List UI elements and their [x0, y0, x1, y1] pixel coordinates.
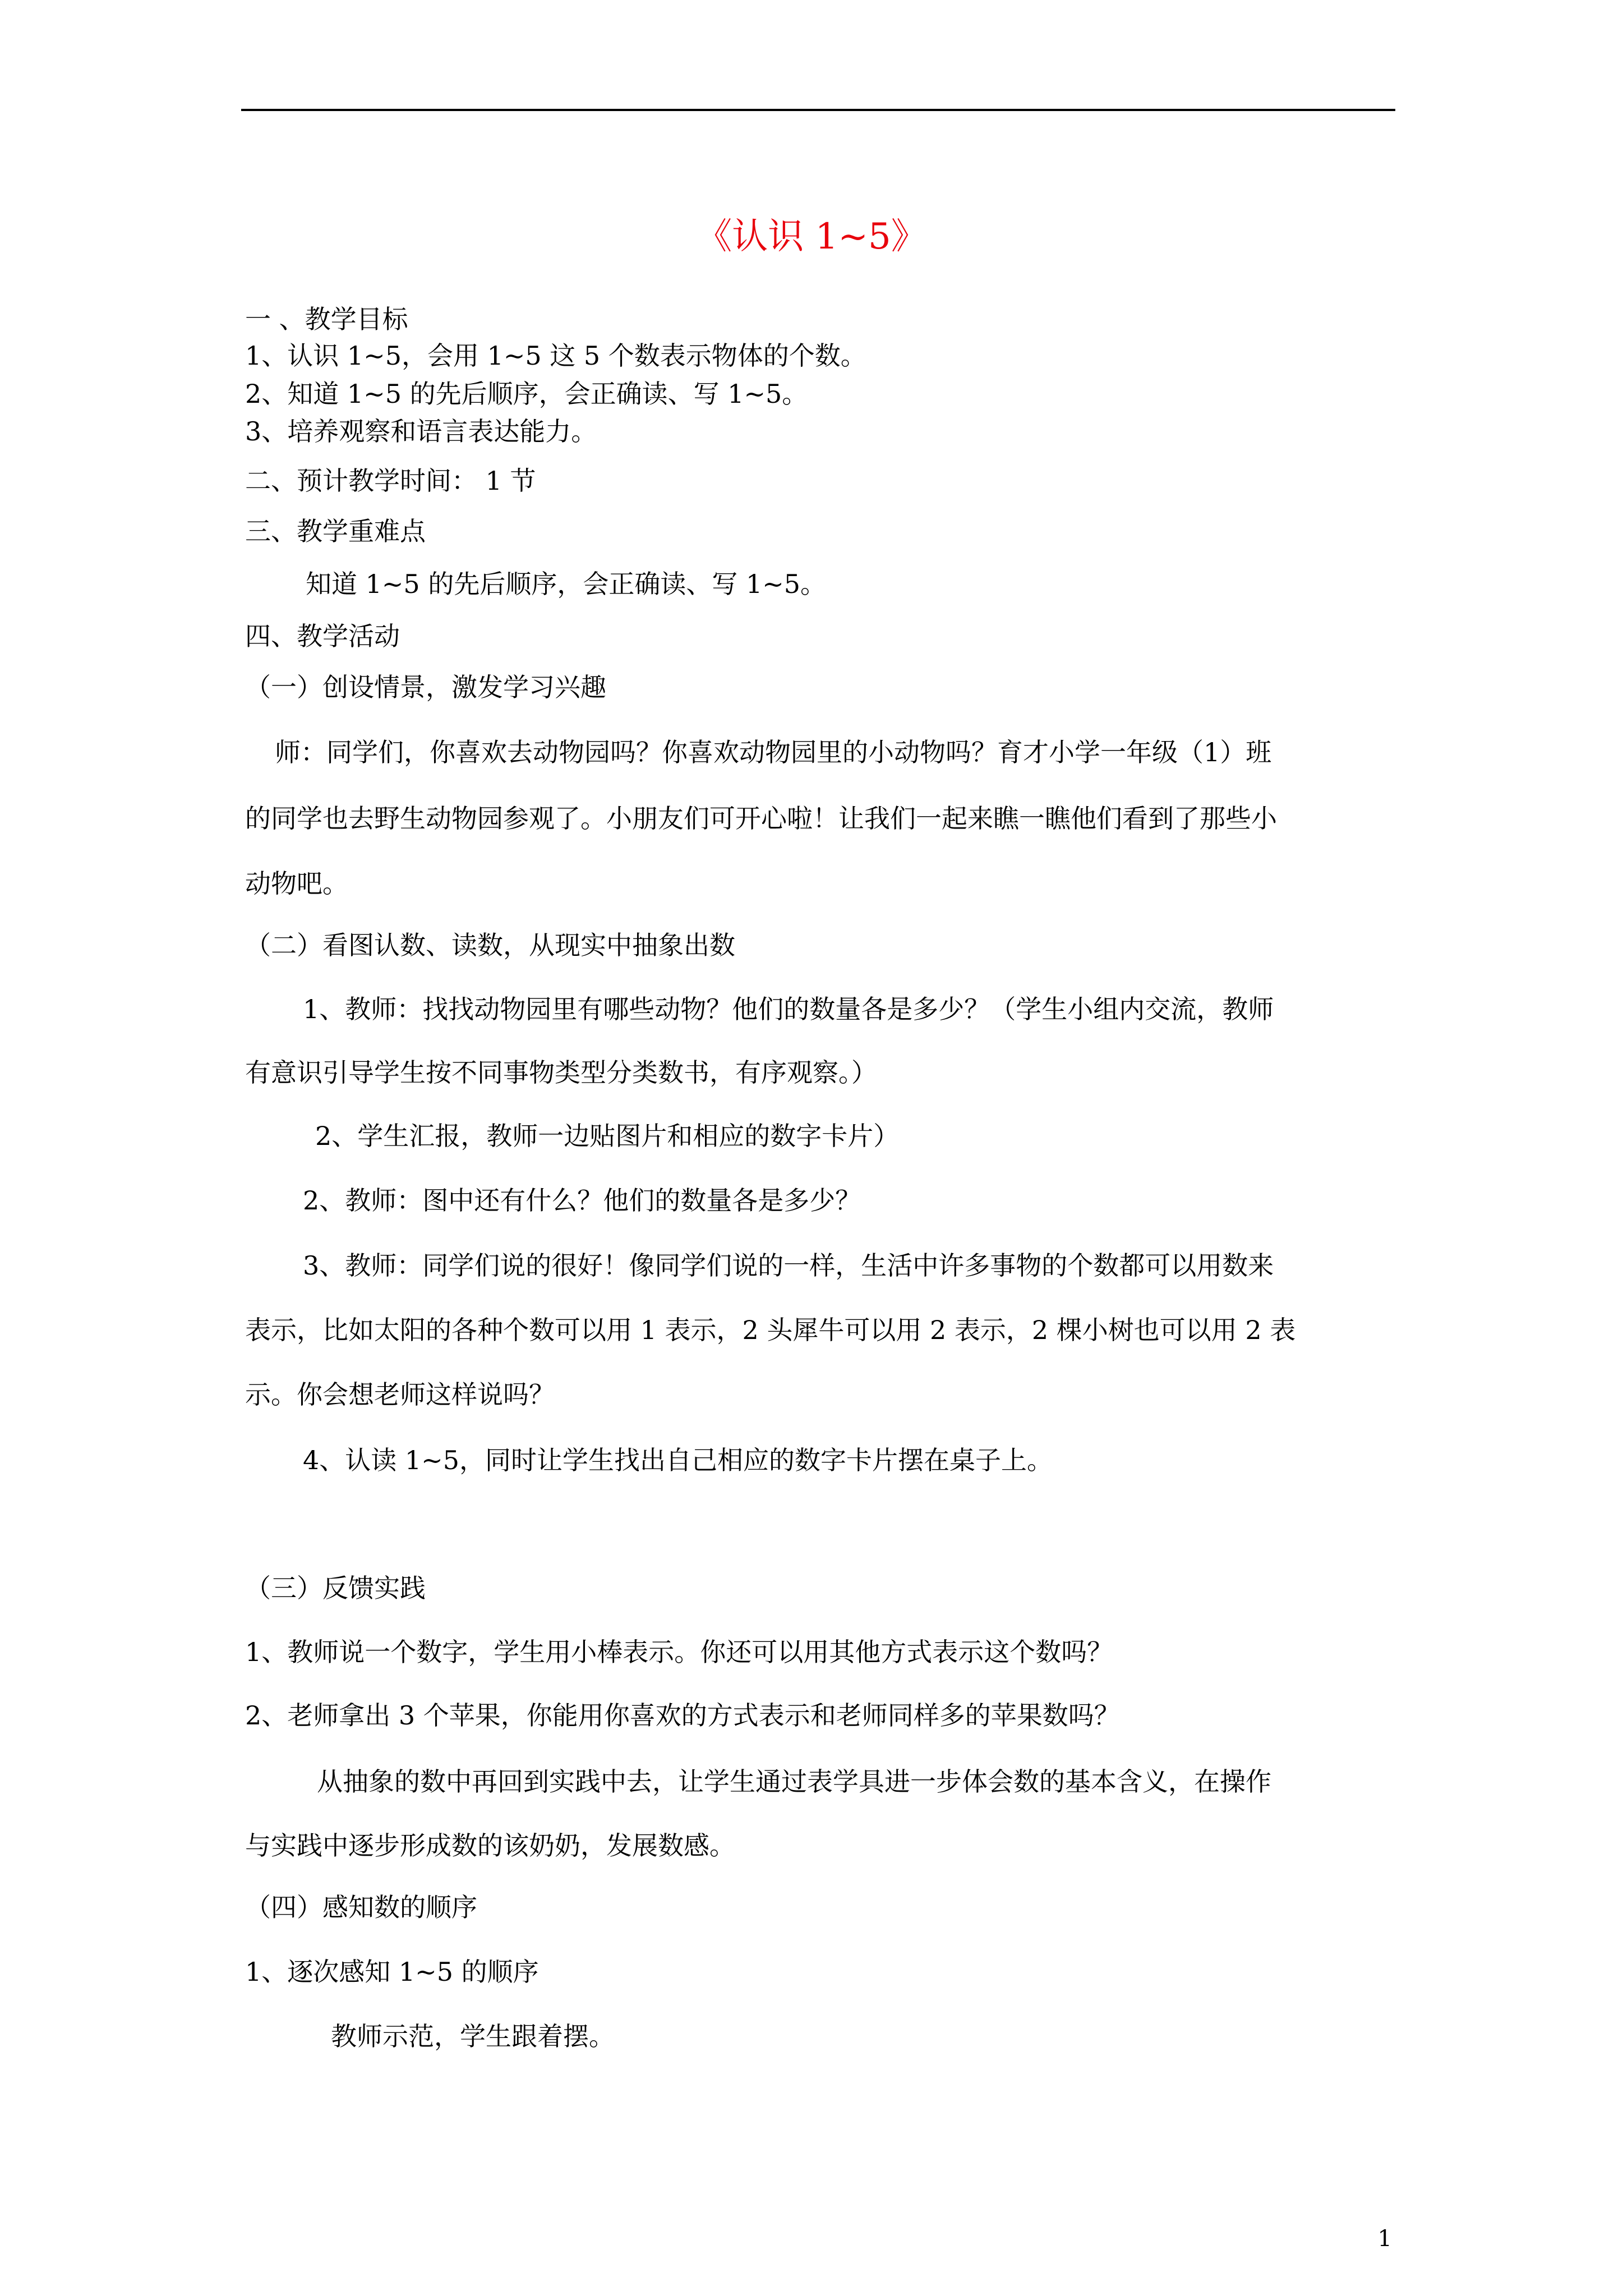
- document-title: 《认识 1~5》: [696, 216, 927, 257]
- page-number: 1: [1377, 2226, 1392, 2252]
- text-line: 3、教师：同学们说的很好！像同学们说的一样，生活中许多事物的个数都可以用数来: [303, 1250, 1274, 1281]
- text-line: 1、认识 1~5，会用 1~5 这 5 个数表示物体的个数。: [245, 341, 866, 371]
- subsection-heading: （一）创设情景，激发学习兴趣: [245, 672, 606, 702]
- section-heading: 四、教学活动: [245, 621, 400, 651]
- text-line: 2、老师拿出 3 个苹果，你能用你喜欢的方式表示和老师同样多的苹果数吗？: [245, 1700, 1120, 1731]
- text-line: 1、教师：找找动物园里有哪些动物？他们的数量各是多少？（学生小组内交流，教师: [303, 994, 1274, 1024]
- text-line: 1、教师说一个数字，学生用小棒表示。你还可以用其他方式表示这个数吗？: [245, 1637, 1113, 1667]
- section-heading: 三、教学重难点: [245, 516, 426, 546]
- text-line: 师：同学们，你喜欢去动物园吗？你喜欢动物园里的小动物吗？育才小学一年级（1）班: [275, 737, 1272, 767]
- text-line: 表示，比如太阳的各种个数可以用 1 表示，2 头犀牛可以用 2 表示，2 棵小树也可以用 2 表: [245, 1315, 1296, 1345]
- text-line: 2、知道 1~5 的先后顺序，会正确读、写 1~5。: [245, 379, 808, 409]
- header-rule: [241, 109, 1395, 111]
- text-line: 示。你会想老师这样说吗？: [245, 1379, 555, 1410]
- text-line: 教师示范，学生跟着摆。: [331, 2021, 615, 2051]
- text-line: 3、培养观察和语言表达能力。: [245, 416, 597, 447]
- section-heading: 二、预计教学时间： 1 节: [245, 466, 536, 496]
- text-line: 动物吧。: [245, 868, 348, 899]
- text-line: 4、认读 1~5，同时让学生找出自己相应的数字卡片摆在桌子上。: [303, 1445, 1053, 1475]
- subsection-heading: （二）看图认数、读数，从现实中抽象出数: [245, 930, 735, 960]
- subsection-heading: （四）感知数的顺序: [245, 1892, 477, 1922]
- text-line: 从抽象的数中再回到实践中去，让学生通过表学具进一步体会数的基本含义，在操作: [317, 1766, 1271, 1797]
- text-line: 有意识引导学生按不同事物类型分类数书，有序观察。）: [245, 1057, 877, 1088]
- text-line: 知道 1~5 的先后顺序，会正确读、写 1~5。: [306, 569, 827, 599]
- text-line: 2、教师：图中还有什么？他们的数量各是多少？: [303, 1185, 861, 1216]
- section-heading: 一 、教学目标: [245, 304, 408, 334]
- text-line: 2、学生汇报，教师一边贴图片和相应的数字卡片）: [315, 1121, 900, 1151]
- subsection-heading: （三）反馈实践: [245, 1573, 426, 1603]
- text-line: 的同学也去野生动物园参观了。小朋友们可开心啦！让我们一起来瞧一瞧他们看到了那些小: [245, 803, 1277, 834]
- text-line: 与实践中逐步形成数的该奶奶，发展数感。: [245, 1830, 735, 1861]
- text-line: 1、逐次感知 1~5 的顺序: [245, 1957, 539, 1987]
